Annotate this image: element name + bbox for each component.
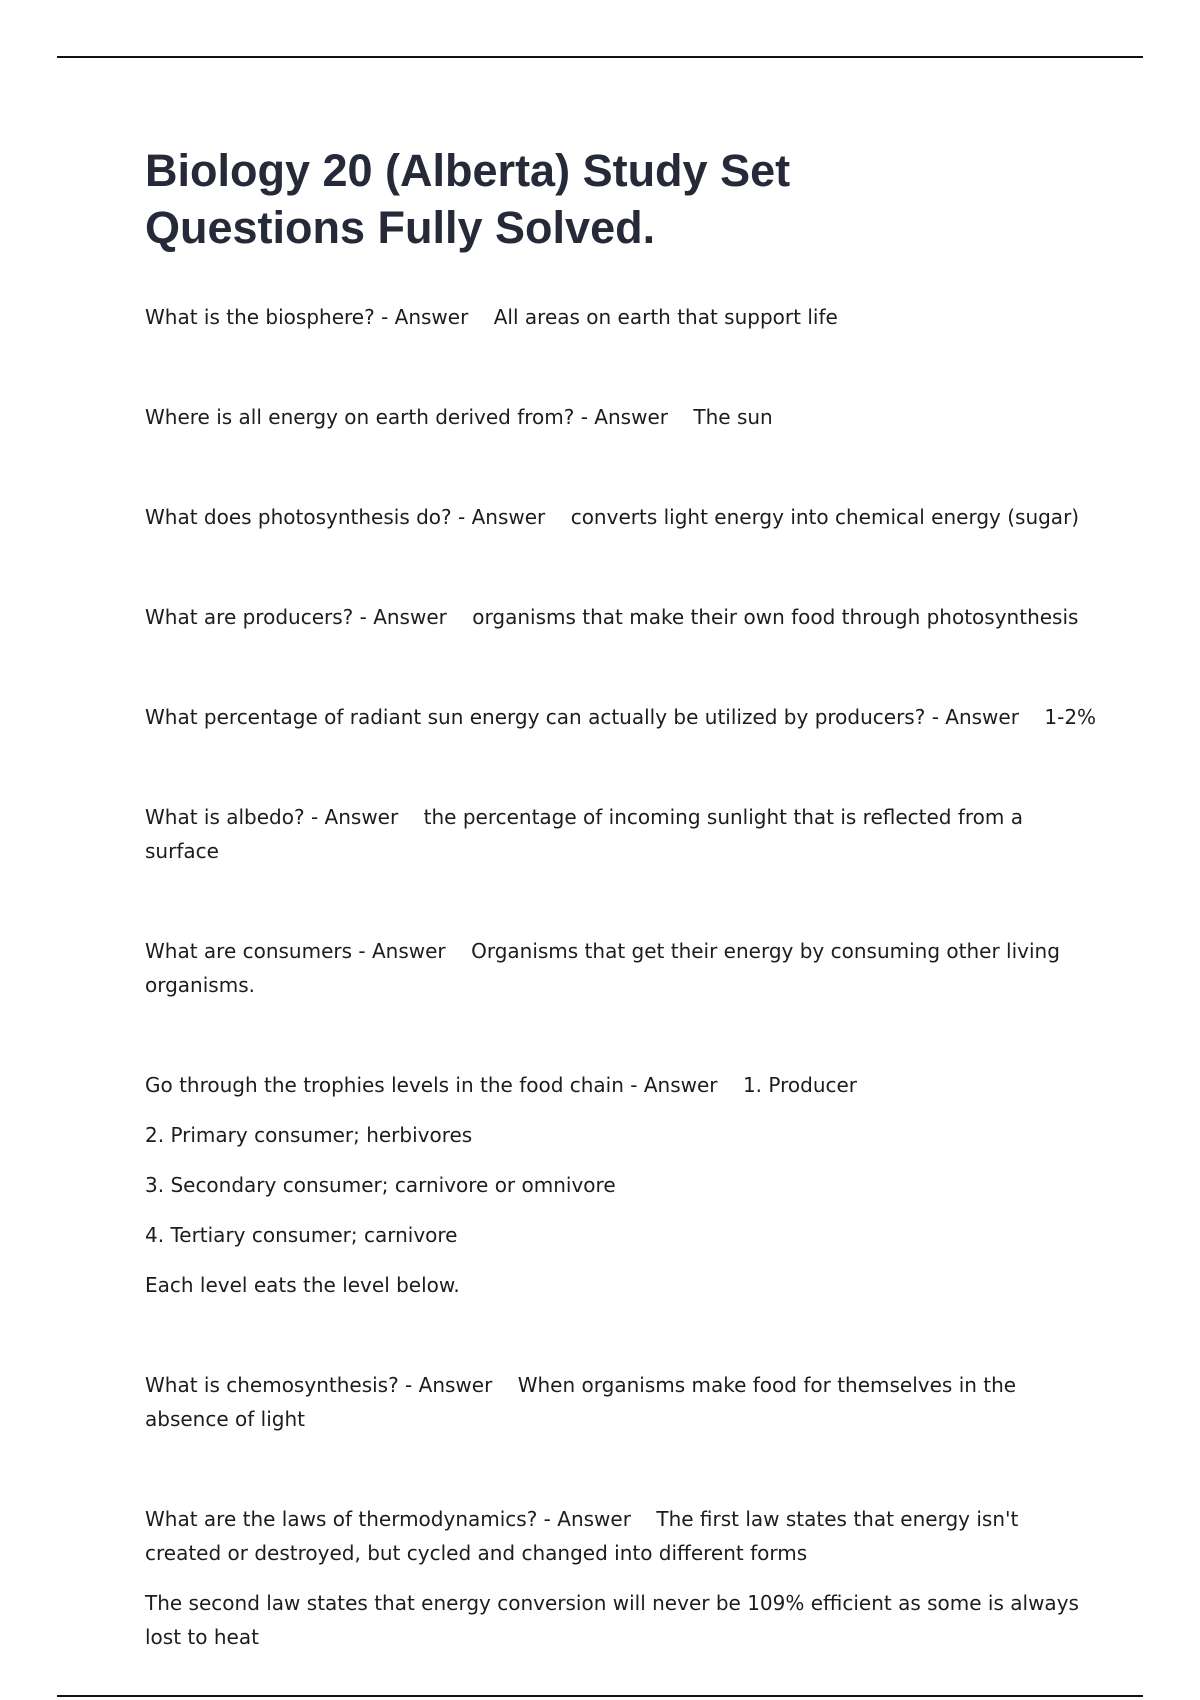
- answer-separator: - Answer: [925, 705, 1045, 729]
- answer-separator: - Answer: [537, 1507, 657, 1531]
- answer-separator: - Answer: [451, 505, 571, 529]
- document-title: [145, 142, 1100, 256]
- answer-text: Organisms that get their energy by consuming other living organisms.: [145, 939, 1060, 997]
- answer-text: converts light energy into chemical energy (sugar): [570, 505, 1080, 529]
- qa-item: [145, 500, 1100, 534]
- answer-text: The sun: [693, 405, 773, 429]
- question-text: What are producers?: [145, 605, 354, 629]
- question-text: What are consumers: [145, 939, 353, 963]
- question-text: What does photosynthesis do?: [145, 505, 452, 529]
- answer-separator: - Answer: [374, 305, 494, 329]
- answer-continuation: 2. Primary consumer; herbivores: [145, 1123, 473, 1147]
- qa-item: [145, 800, 1100, 868]
- answer-continuation: Each level eats the level below.: [145, 1273, 460, 1297]
- answer-text: 1-2%: [1044, 705, 1097, 729]
- qa-item: [145, 1068, 1100, 1302]
- question-text: What is chemosynthesis?: [145, 1373, 399, 1397]
- qa-item: [145, 1368, 1100, 1436]
- qa-item: [145, 400, 1100, 434]
- answer-continuation: The second law states that energy conversion will never be 109% efficient as some is always lost to heat: [145, 1591, 1079, 1649]
- answer-text: All areas on earth that support life: [493, 305, 838, 329]
- answer-continuation: 4. Tertiary consumer; carnivore: [145, 1223, 458, 1247]
- question-text: What are the laws of thermodynamics?: [145, 1507, 538, 1531]
- answer-separator: - Answer: [623, 1073, 743, 1097]
- answer-separator: - Answer: [353, 605, 473, 629]
- answer-separator: - Answer: [352, 939, 472, 963]
- answer-text: 1. Producer: [742, 1073, 858, 1097]
- qa-item: [145, 934, 1100, 1002]
- question-text: Go through the trophies levels in the food chain: [145, 1073, 624, 1097]
- answer-separator: - Answer: [304, 805, 424, 829]
- question-text: Where is all energy on earth derived from?: [145, 405, 575, 429]
- title-line-2: Questions Fully Solved.: [145, 202, 656, 253]
- answer-text: The first law states that energy isn't created or destroyed, but cycled and changed into different forms: [145, 1507, 1019, 1565]
- answer-continuation: 3. Secondary consumer; carnivore or omnivore: [145, 1173, 616, 1197]
- answer-text: the percentage of incoming sunlight that is reflected from a surface: [145, 805, 1024, 863]
- footer-rule: [57, 1695, 1143, 1697]
- qa-item: [145, 700, 1100, 734]
- header-rule: [57, 56, 1143, 58]
- title-line-1: Biology 20 (Alberta) Study Set: [145, 145, 791, 196]
- document-body: [145, 142, 1100, 1654]
- question-text: What is the biosphere?: [145, 305, 375, 329]
- question-text: What is albedo?: [145, 805, 305, 829]
- answer-text: organisms that make their own food through photosynthesis: [472, 605, 1079, 629]
- qa-item: [145, 1502, 1100, 1654]
- answer-text: When organisms make food for themselves in the absence of light: [145, 1373, 1017, 1431]
- answer-separator: - Answer: [398, 1373, 518, 1397]
- answer-separator: - Answer: [574, 405, 694, 429]
- question-text: What percentage of radiant sun energy can actually be utilized by producers?: [145, 705, 926, 729]
- qa-item: [145, 300, 1100, 334]
- qa-item: [145, 600, 1100, 634]
